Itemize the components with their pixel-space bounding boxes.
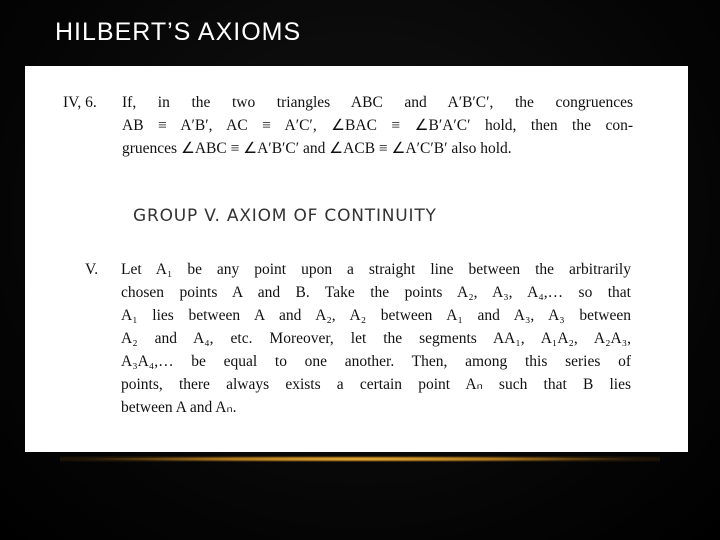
axiom-v-line-7: between A and Aₙ. [121, 399, 237, 416]
decorative-glow-divider [60, 456, 660, 462]
group-v-heading: GROUP V. AXIOM OF CONTINUITY [133, 206, 437, 226]
axiom-v-line-6: points, there always exists a certain point Aₙ such that B lies [121, 376, 631, 393]
axiom-v-line-1: Let A₁ be any point upon a straight line between the arbitrarily [121, 261, 631, 278]
axiom-iv6-line-2: AB ≡ A′B′, AC ≡ A′C′, ∠BAC ≡ ∠B′A′C′ hold, then the con- [122, 117, 633, 134]
axiom-iv6-line-1: If, in the two triangles ABC and A′B′C′, the congruences [122, 94, 633, 111]
axiom-v-line-2: chosen points A and B. Take the points A₂, A₃, A₄,… so that [121, 284, 631, 301]
axiom-v-line-3: A₁ lies between A and A₂, A₂ between A₁ and A₃, A₃ between [121, 307, 631, 324]
axiom-iv6-line-3: gruences ∠ABC ≡ ∠A′B′C′ and ∠ACB ≡ ∠A′C′B′ also hold. [122, 140, 512, 157]
axiom-iv6-number: IV, 6. [63, 94, 97, 111]
axiom-v-line-5: A₃A₄,… be equal to one another. Then, among this series of [121, 353, 631, 370]
slide-title: HILBERT’S AXIOMS [55, 18, 302, 46]
axiom-v-number: V. [85, 261, 99, 278]
axiom-v-line-4: A₂ and A₄, etc. Moreover, let the segments AA₁, A₁A₂, A₂A₃, [121, 330, 631, 347]
scanned-text-excerpt [25, 66, 688, 452]
